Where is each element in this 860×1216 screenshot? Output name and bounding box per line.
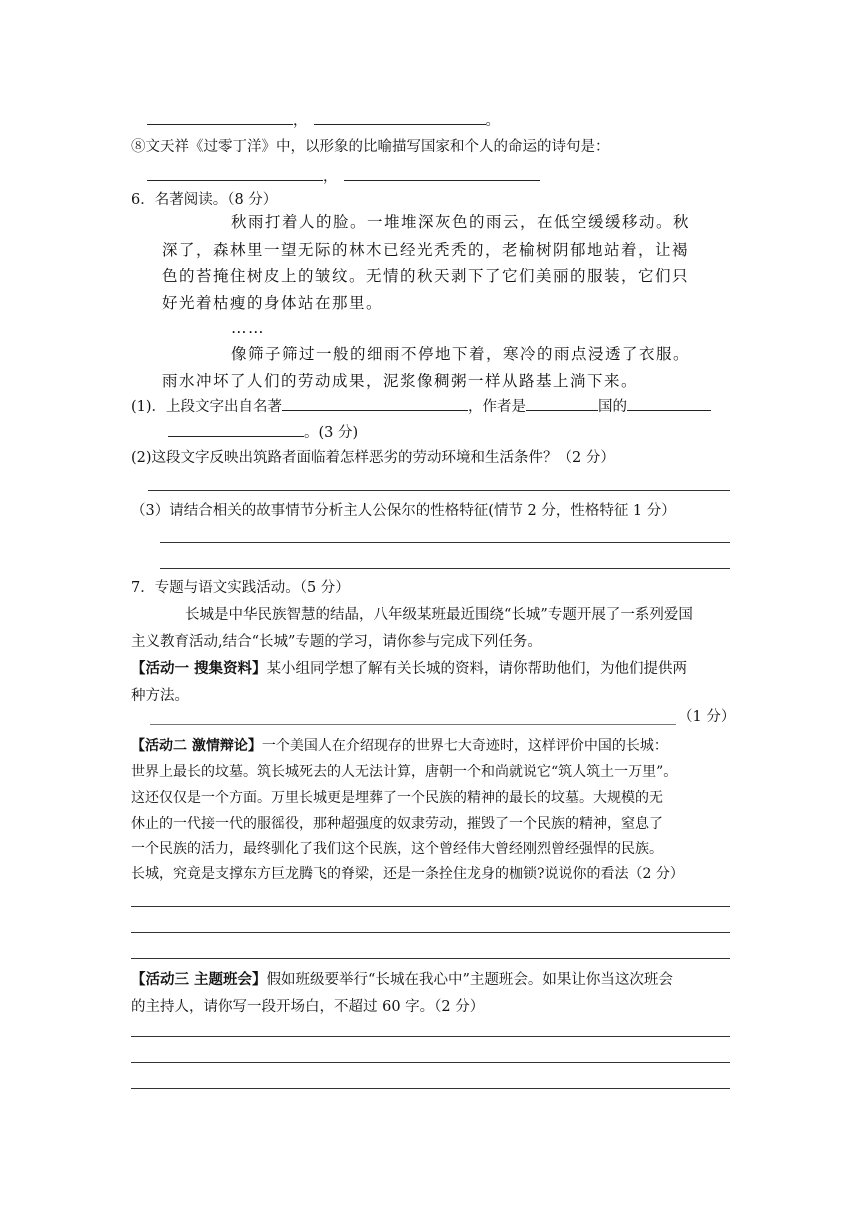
answer-line[interactable] xyxy=(148,490,730,491)
answer-blank[interactable] xyxy=(147,110,293,125)
activity1-score: （1 分） xyxy=(678,709,736,725)
q6-passage-line: 色的苔掩住树皮上的皱纹。无情的秋天剥下了它们美丽的服装，它们只 xyxy=(162,267,690,285)
activity2-line: 休止的一代接一代的服徭役，那种超强度的奴隶劳动，摧毁了一个民族的精神，窒息了 xyxy=(131,816,663,832)
answer-blank[interactable] xyxy=(147,166,323,181)
answer-line[interactable] xyxy=(131,1036,730,1037)
activity1: 【活动一 搜集资料】某小组同学想了解有关长城的资料，请你帮助他们，为他们提供两 xyxy=(131,660,688,677)
q7-intro-line: 主义教育活动,结合“长城”专题的学习，请你参与完成下列任务。 xyxy=(131,634,542,650)
answer-line[interactable] xyxy=(131,906,730,907)
activity1-cont: 种方法。 xyxy=(131,688,189,704)
top-blanks-line: ， 。 xyxy=(147,110,500,131)
activity2: 【活动二 激情辩论】一个美国人在介绍现存的世界七大奇迹时，这样评价中国的长城： xyxy=(131,738,668,754)
q8-prompt: ⑧文天祥《过零丁洋》中，以形象的比喻描写国家和个人的命运的诗句是： xyxy=(131,139,610,155)
book-title-blank[interactable] xyxy=(282,396,468,411)
answer-line[interactable] xyxy=(150,724,676,725)
q6-passage-line: 秋雨打着人的脸。一堆堆深灰色的雨云，在低空缓缓移动。秋 xyxy=(231,213,691,231)
activity2-line: 长城，究竟是支撑东方巨龙腾飞的脊梁，还是一条拴住龙身的枷锁?说说你的看法（2 分） xyxy=(131,866,684,882)
answer-line[interactable] xyxy=(131,1062,730,1063)
answer-line[interactable] xyxy=(160,568,730,569)
q6-sub1: (1)．上段文字出自名著 ，作者是 国的 xyxy=(131,396,711,417)
q6-heading: 6．名著阅读。（8 分） xyxy=(131,192,278,208)
q6-sub1-cont: 。(3 分) xyxy=(168,422,358,443)
country-blank[interactable] xyxy=(526,396,598,411)
q6-passage-ellipsis: …… xyxy=(231,319,265,337)
answer-blank[interactable] xyxy=(314,110,486,125)
activity3: 【活动三 主题班会】假如班级要举行“长城在我心中”主题班会。如果让你当这次班会 xyxy=(131,971,673,988)
answer-line[interactable] xyxy=(131,932,730,933)
activity3-title: 【活动三 主题班会】 xyxy=(131,971,267,988)
answer-line[interactable] xyxy=(131,958,730,959)
activity2-line: 这还仅仅是一个方面。万里长城更是埋葬了一个民族的精神的最长的坟墓。大规模的无 xyxy=(131,790,663,806)
q6-sub2: (2)这段文字反映出筑路者面临着怎样恶劣的劳动环境和生活条件？（2 分） xyxy=(131,450,615,466)
q6-passage-line: 像筛子筛过一般的细雨不停地下着，寒冷的雨点浸透了衣服。 xyxy=(231,345,691,363)
activity2-line: 世界上最长的坟墓。筑长城死去的人无法计算，唐朝一个和尚就说它“筑人筑土一万里”。 xyxy=(131,764,678,780)
q6-passage-line: 好光着枯瘦的身体站在那里。 xyxy=(162,294,384,312)
answer-blank[interactable] xyxy=(344,166,540,181)
activity1-title: 【活动一 搜集资料】 xyxy=(131,660,267,677)
answer-line[interactable] xyxy=(160,542,730,543)
q7-heading: 7．专题与语文实践活动。（5 分） xyxy=(131,580,350,596)
q6-passage-line: 雨水冲坏了人们的劳动成果，泥浆像稠粥一样从路基上淌下来。 xyxy=(162,372,639,390)
author-blank[interactable] xyxy=(627,396,711,411)
q7-intro-line: 长城是中华民族智慧的结晶，八年级某班最近围绕“长城”专题开展了一系列爱国 xyxy=(185,607,693,623)
activity2-line: 一个民族的活力，最终驯化了我们这个民族，这个曾经伟大曾经刚烈曾经强悍的民族。 xyxy=(131,841,663,857)
author-name-blank[interactable] xyxy=(168,422,304,437)
answer-line[interactable] xyxy=(131,1088,730,1089)
activity3-cont: 的主持人，请你写一段开场白，不超过 60 字。（2 分） xyxy=(131,999,485,1015)
q8-blanks-line: ， xyxy=(147,166,540,187)
activity2-title: 【活动二 激情辩论】 xyxy=(131,738,262,754)
q6-passage-line: 深了，森林里一望无际的林木已经光秃秃的，老榆树阴郁地站着，让褐 xyxy=(162,241,690,259)
q6-sub3: （3）请结合相关的故事情节分析主人公保尔的性格特征(情节 2 分，性格特征 1 分） xyxy=(131,503,676,519)
